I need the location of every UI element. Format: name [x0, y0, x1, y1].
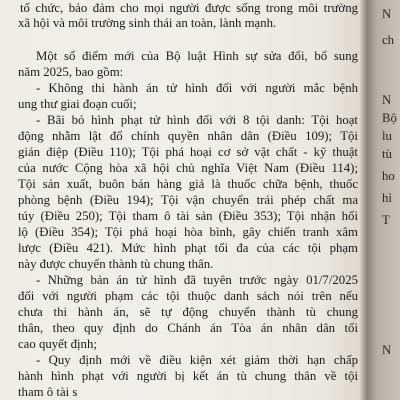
text-line: tố chức, bảo đảm cho mọi người được sống trong môi trường — [20, 1, 358, 15]
edge-fragment: N — [382, 93, 392, 107]
edge-fragment: T — [382, 213, 390, 227]
next-page-edge — [368, 0, 400, 400]
edge-fragment: ch — [382, 33, 395, 47]
edge-fragment: Bộ — [382, 111, 397, 125]
text-line: đối với người phạm các tội thuộc danh sách nói trên nếu — [18, 289, 358, 303]
text-line: túy (Điều 250); Tội tham ô tài sản (Điều 353); Tội nhận hối — [18, 209, 358, 223]
text-line: thân, theo quy định do Chánh án Tòa án nhân dân tối — [18, 321, 358, 335]
edge-fragment: N — [382, 7, 392, 21]
text-line: - Quy định mới về điều kiện xét giảm thời hạn chấp — [36, 353, 358, 367]
text-line: xã hội và môi trường sinh thái an toàn, lành mạnh. — [18, 16, 277, 30]
text-line: phòng bệnh (Điều 194); Tội vận chuyển trái phép chất ma — [18, 193, 358, 207]
text-line: gián điệp (Điều 110); Tội phá hoại cơ sở vật chất - kỹ thuật — [18, 145, 358, 159]
text-line: - Bãi bỏ hình phạt tử hình đối với 8 tội danh: Tội hoạt — [36, 113, 358, 127]
text-line: chưa thi hành án, sẽ tự động chuyển thành tù chung — [18, 305, 358, 319]
text-line: Một số điểm mới của Bộ luật Hình sự sửa đổi, bổ sung — [36, 49, 358, 63]
edge-fragment: ho — [382, 169, 395, 183]
text-line: Tội sản xuất, buôn bán hàng giả là thuốc chữa bệnh, thuốc — [18, 177, 358, 191]
text-line: động nhằm lật đổ chính quyền nhân dân (Điều 109); Tội — [18, 129, 358, 143]
text-line: này được chuyển thành tù chung thân. — [18, 257, 214, 271]
text-line: - Những bản án tử hình đã tuyên trước ngày 01/7/2025 — [36, 273, 358, 287]
edge-fragment: hì — [382, 191, 392, 205]
text-line: - Không thi hành án tử hình đối với người mắc bệnh — [36, 81, 358, 95]
edge-fragment: tù — [382, 147, 392, 161]
text-line: hành hình phạt với người bị kết án tù chung thân về tội — [18, 369, 358, 383]
text-line: của nước Cộng hòa xã hội chủ nghĩa Việt Nam (Điều 114); — [18, 161, 358, 175]
edge-fragment: N — [382, 343, 392, 357]
text-line: lộ (Điều 354); Tội phá hoại hòa bình, gây chiến tranh xâm — [18, 225, 358, 239]
edge-fragment: lu — [382, 129, 392, 143]
text-line: lược (Điều 421). Mức hình phạt tối đa của các tội phạm — [18, 241, 358, 255]
text-line: cao quyết định; — [18, 337, 97, 351]
text-line: năm 2025, bao gồm: — [18, 65, 124, 79]
page-gutter-shadow — [360, 0, 368, 400]
text-line: tham ô tài s — [18, 385, 78, 399]
text-line: ung thư giai đoạn cuối; — [18, 97, 137, 111]
